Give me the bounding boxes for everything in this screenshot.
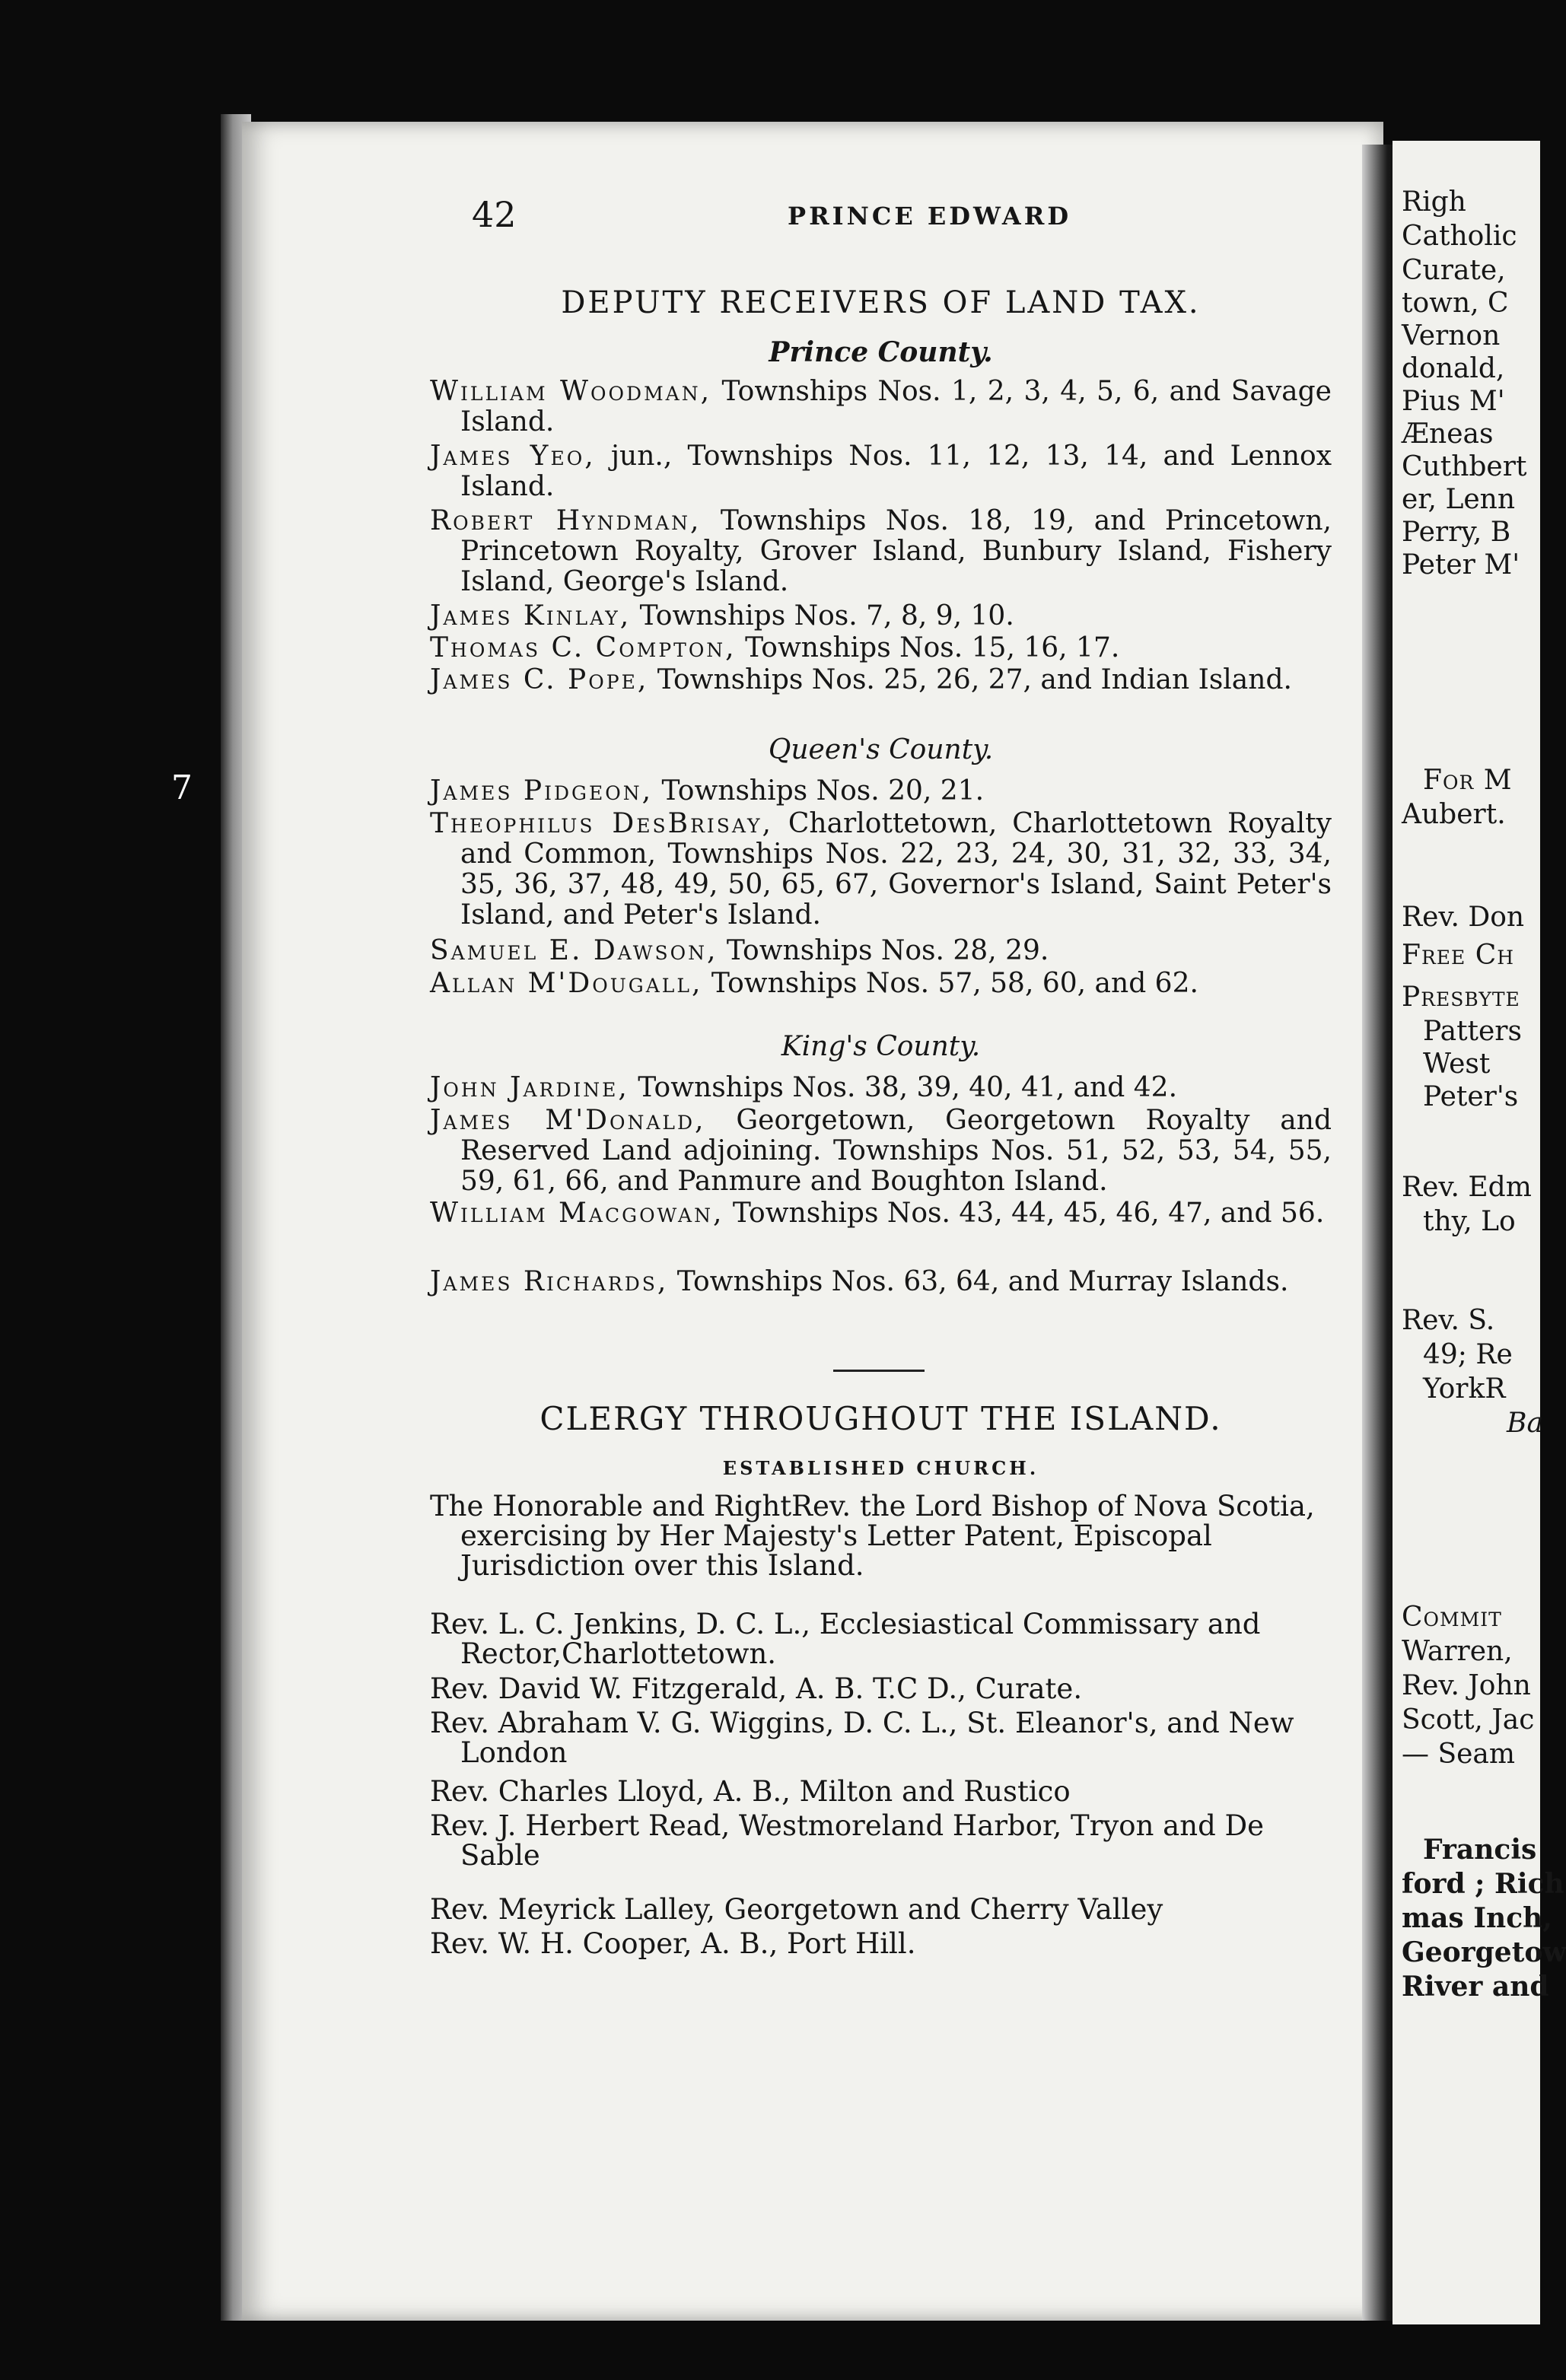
receiver-entry <box>430 1106 1332 1197</box>
receiver-entry <box>430 633 1332 663</box>
right-line: Commit <box>1402 1602 1502 1633</box>
receiver-townships: jun., Townships Nos. 11, 12, 13, 14, and Lennox Island. <box>460 441 1332 502</box>
running-head: PRINCE EDWARD <box>788 202 1072 231</box>
right-line: Aubert. <box>1402 799 1506 830</box>
receiver-townships: Townships Nos. 38, 39, 40, 41, and 42. <box>638 1072 1178 1103</box>
page-header <box>430 194 1332 240</box>
clergy-title: CLERGY THROUGHOUT THE ISLAND. <box>540 1400 1222 1437</box>
receiver-townships: Townships Nos. 7, 8, 9, 10. <box>639 600 1014 632</box>
receiver-townships: Townships Nos. 63, 64, and Murray Islands. <box>676 1266 1289 1297</box>
right-line: 49; Re <box>1423 1339 1513 1370</box>
right-line: donald, <box>1402 353 1505 384</box>
right-line: er, Lenn <box>1402 484 1516 515</box>
receiver-entry <box>430 377 1332 438</box>
clergy-entry: Rev. J. Herbert Read, Westmoreland Harbor, Tryon and De Sable <box>430 1809 1265 1872</box>
right-line: For M <box>1423 765 1513 796</box>
right-line: Scott, Jac <box>1402 1704 1535 1736</box>
right-line: Presbyte <box>1402 982 1520 1013</box>
receiver-name: John Jardine, <box>430 1072 629 1103</box>
receiver-entry <box>430 1198 1332 1229</box>
receiver-entry <box>430 441 1332 502</box>
receiver-townships: Georgetown, Georgetown Royalty and Reserved Land adjoining. Townships Nos. 51, 52, 53, 54, 55, 59, 61, 66, and Panmure and Boughton Island. <box>460 1105 1332 1197</box>
clergy-entry: Rev. Charles Lloyd, A. B., Milton and Rustico <box>430 1775 1071 1808</box>
right-line: Pius M' <box>1402 386 1505 417</box>
receiver-name: James Kinlay, <box>430 600 632 632</box>
receiver-entry <box>430 809 1332 931</box>
receiver-townships: Townships Nos. 25, 26, 27, and Indian Island. <box>657 664 1292 695</box>
clergy-entry: Rev. David W. Fitzgerald, A. B. T.C D., Curate. <box>430 1672 1083 1705</box>
right-line: Warren, <box>1402 1636 1513 1667</box>
right-line: YorkR <box>1423 1373 1506 1405</box>
right-line: town, C <box>1402 288 1509 319</box>
right-line: Curate, <box>1402 255 1506 286</box>
county-heading: King's County. <box>781 1031 981 1062</box>
right-page-fragment <box>1393 141 1566 2324</box>
right-line: ford ; Rich <box>1402 1868 1564 1900</box>
right-line: Patters <box>1423 1016 1522 1047</box>
clergy-entry: Rev. W. H. Cooper, A. B., Port Hill. <box>430 1927 916 1960</box>
receiver-townships: Townships Nos. 18, 19, and Princetown, Princetown Royalty, Grover Island, Bunbury Island, Fishery Island, George's Island. <box>460 505 1332 597</box>
right-line: Peter's <box>1423 1081 1519 1112</box>
right-line: Rev. John <box>1402 1670 1531 1701</box>
right-line: Cuthbert <box>1402 451 1527 482</box>
right-line: Free Ch <box>1402 940 1515 971</box>
receiver-name: Theophilus DesBrisay, <box>430 808 773 839</box>
receiver-townships: Townships Nos. 43, 44, 45, 46, 47, and 56. <box>732 1198 1325 1229</box>
clergy-entry: The Honorable and RightRev. the Lord Bishop of Nova Scotia, exercising by Her Majesty's Letter Patent, Episcopal Jurisdiction over this Island. <box>430 1490 1315 1582</box>
receiver-townships: Charlottetown, Charlottetown Royalty and Common, Townships Nos. 22, 23, 24, 30, 31, 32, 33, 34, 35, 36, 37, 48, 49, 50, 65, 67, Governor's Island, Saint Peter's Island, and Peter's Island. <box>460 808 1332 931</box>
right-line: thy, Lo <box>1423 1206 1516 1237</box>
receiver-name: James Yeo, <box>430 441 596 472</box>
receiver-name: James Richards, <box>430 1266 669 1297</box>
receiver-name: Allan M'Dougall, <box>430 968 703 999</box>
receiver-townships: Townships Nos. 1, 2, 3, 4, 5, 6, and Savage Island. <box>460 376 1332 438</box>
receiver-townships: Townships Nos. 57, 58, 60, and 62. <box>711 968 1198 999</box>
receiver-entry <box>430 506 1332 597</box>
right-line: Perry, B <box>1402 517 1511 548</box>
clergy-entry: Rev. Abraham V. G. Wiggins, D. C. L., St. Eleanor's, and New London <box>430 1707 1294 1769</box>
receiver-entry <box>430 1267 1332 1297</box>
right-line: Rev. Don <box>1402 902 1525 933</box>
church-subhead: ESTABLISHED CHURCH. <box>722 1457 1039 1479</box>
county-heading: Prince County. <box>769 336 993 368</box>
receiver-name: Thomas C. Compton, <box>430 632 737 663</box>
receiver-townships: Townships Nos. 28, 29. <box>726 935 1049 966</box>
right-line: mas Inch, <box>1402 1902 1552 1934</box>
receiver-name: Robert Hyndman, <box>430 505 702 536</box>
receiver-name: James C. Pope, <box>430 664 649 695</box>
receiver-entry <box>430 776 1332 807</box>
right-line: Æneas <box>1402 418 1494 450</box>
receiver-entry <box>430 665 1332 695</box>
clergy-entry: Rev. L. C. Jenkins, D. C. L., Ecclesiastical Commissary and Rector,Charlottetown. <box>430 1608 1261 1670</box>
right-line: Righ <box>1402 186 1466 218</box>
receiver-name: James Pidgeon, <box>430 775 654 807</box>
section-divider <box>833 1370 925 1372</box>
clergy-entry: Rev. Meyrick Lalley, Georgetown and Cherry Valley <box>430 1893 1163 1926</box>
right-line: River and <box>1402 1971 1549 2003</box>
right-line: Peter M' <box>1402 549 1520 581</box>
receiver-entry <box>430 936 1332 966</box>
receiver-townships: Townships Nos. 15, 16, 17. <box>745 632 1120 663</box>
right-line: — Seam <box>1402 1739 1516 1770</box>
right-line: Rev. Edm <box>1402 1172 1532 1203</box>
right-line: West <box>1423 1048 1491 1080</box>
right-line: Georgetow <box>1402 1936 1566 1968</box>
margin-mark: 7 <box>171 768 193 807</box>
right-line: Francis <box>1423 1834 1537 1866</box>
right-line: Ba <box>1507 1408 1543 1439</box>
right-line: Rev. S. <box>1402 1305 1495 1336</box>
receiver-townships: Townships Nos. 20, 21. <box>661 775 985 807</box>
county-heading: Queen's County. <box>768 734 994 765</box>
receiver-name: James M'Donald, <box>430 1105 706 1136</box>
receiver-entry <box>430 601 1332 632</box>
right-line: Catholic <box>1402 221 1517 252</box>
receiver-name: William Woodman, <box>430 376 712 407</box>
receiver-name: William Macgowan, <box>430 1198 724 1229</box>
right-line: Vernon <box>1402 320 1501 352</box>
section-title: DEPUTY RECEIVERS OF LAND TAX. <box>561 285 1201 320</box>
receiver-name: Samuel E. Dawson, <box>430 935 718 966</box>
page-number: 42 <box>472 194 517 235</box>
receiver-entry <box>430 969 1332 999</box>
receiver-entry <box>430 1073 1332 1103</box>
